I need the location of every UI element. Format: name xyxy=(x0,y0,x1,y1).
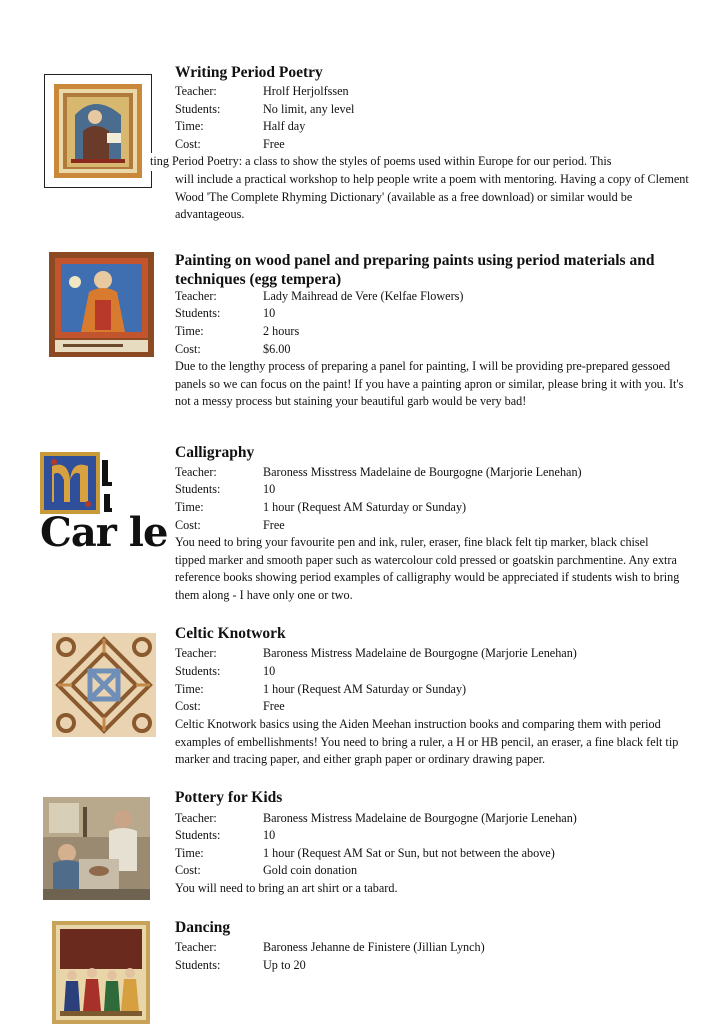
time-row xyxy=(175,681,466,699)
cost-label: Cost: xyxy=(175,518,201,532)
class-title: Pottery for Kids xyxy=(175,789,283,806)
cost-value: Free xyxy=(263,518,285,532)
class-title: Writing Period Poetry xyxy=(175,64,323,81)
time-value: 1 hour (Request AM Saturday or Sunday) xyxy=(263,682,467,696)
time-label: Time: xyxy=(175,119,204,133)
students-label: Students: xyxy=(175,482,221,496)
cost-row xyxy=(175,517,285,535)
time-row xyxy=(175,499,466,517)
pottery-photo-image xyxy=(43,797,150,900)
teacher-value: Baroness Mistress Madelaine de Bourgogne (Marjorie Lenehan) xyxy=(263,646,577,660)
teacher-value: Baroness Misstress Madelaine de Bourgogne (Marjorie Lenehan) xyxy=(263,465,582,479)
students-value: Up to 20 xyxy=(263,958,306,972)
time-label: Time: xyxy=(175,324,204,338)
cost-label: Cost: xyxy=(175,342,201,356)
cost-label: Cost: xyxy=(175,863,201,877)
class-description: You will need to bring an art shirt or a tabard. xyxy=(175,881,398,895)
teacher-row xyxy=(175,645,577,663)
class-description: will include a practical workshop to help people write a poem with mentoring. Having a copy of Clement Wood 'The Complete Rhyming Dictionary' (available as a free download) or similar would be advantageous. xyxy=(175,172,689,222)
teacher-label: Teacher: xyxy=(175,84,217,98)
teacher-row xyxy=(175,288,463,306)
students-row xyxy=(175,663,275,681)
class-description: Celtic Knotwork basics using the Aiden Meehan instruction books and comparing them with period examples of embellishments! You need to bring a ruler, a H or HB pencil, an eraser, a fine black felt tip marker and tracing paper, and either graph paper or ordinary drawing paper. xyxy=(175,717,679,767)
students-value: No limit, any level xyxy=(263,102,355,116)
students-label: Students: xyxy=(175,664,221,678)
time-value: Half day xyxy=(263,119,306,133)
students-value: 10 xyxy=(263,306,276,320)
students-label: Students: xyxy=(175,828,221,842)
students-value: 10 xyxy=(263,828,276,842)
time-label: Time: xyxy=(175,500,204,514)
students-row xyxy=(175,481,275,499)
time-row xyxy=(175,118,305,136)
class-title: Dancing xyxy=(175,919,231,936)
time-value: 2 hours xyxy=(263,324,300,338)
teacher-label: Teacher: xyxy=(175,465,217,479)
teacher-value: Baroness Jehanne de Finistere (Jillian Lynch) xyxy=(263,940,485,954)
teacher-value: Lady Maihread de Vere (Kelfae Flowers) xyxy=(263,289,464,303)
students-value: 10 xyxy=(263,482,276,496)
cost-row xyxy=(175,698,285,716)
medieval-dancers-image xyxy=(52,921,150,1024)
teacher-row xyxy=(175,83,349,101)
class-description: You need to bring your favourite pen and ink, ruler, eraser, fine black felt tip marker, black chisel tipped marker and smooth paper such as watercolour cold pressed or goatskin parchmentine. Any extra reference books showing period examples of calligraphy would be appreciated if students wish to bring them along - I have only one or two. xyxy=(175,535,680,602)
teacher-label: Teacher: xyxy=(175,289,217,303)
teacher-label: Teacher: xyxy=(175,811,217,825)
calligraphy-sample-text: Car le xyxy=(40,509,168,556)
students-label: Students: xyxy=(175,958,221,972)
students-row xyxy=(175,305,275,323)
calligraphy-image xyxy=(40,452,174,558)
class-title: Painting on wood panel and preparing paints using period materials and techniques (egg tempera) xyxy=(175,252,655,288)
cost-label: Cost: xyxy=(175,137,201,151)
panel-painting-image xyxy=(49,252,154,357)
students-label: Students: xyxy=(175,102,221,116)
students-value: 10 xyxy=(263,664,276,678)
teacher-value: Hrolf Herjolfssen xyxy=(263,84,349,98)
cost-row xyxy=(175,136,285,154)
students-row xyxy=(175,101,354,119)
cost-value: Free xyxy=(263,699,285,713)
teacher-label: Teacher: xyxy=(175,646,217,660)
teacher-row xyxy=(175,464,582,482)
students-row xyxy=(175,827,275,845)
description-first-line: ting Period Poetry: a class to show the styles of poems used within Europe for our period. This xyxy=(150,153,611,171)
cost-value: $6.00 xyxy=(263,342,291,356)
teacher-row xyxy=(175,810,577,828)
teacher-value: Baroness Mistress Madelaine de Bourgogne (Marjorie Lenehan) xyxy=(263,811,577,825)
time-row xyxy=(175,845,555,863)
cost-label: Cost: xyxy=(175,699,201,713)
cost-value: Gold coin donation xyxy=(263,863,358,877)
class-description: Due to the lengthy process of preparing a panel for painting, I will be providing pre-prepared gessoed panels so we can focus on the paint! If you have a painting apron or similar, please bring it with you. It's not a messy process but staining your beautiful garb would be very bad! xyxy=(175,359,684,409)
celtic-knot-image xyxy=(52,633,156,737)
time-label: Time: xyxy=(175,846,204,860)
cost-value: Free xyxy=(263,137,285,151)
teacher-row xyxy=(175,939,485,957)
teacher-label: Teacher: xyxy=(175,940,217,954)
time-value: 1 hour (Request AM Saturday or Sunday) xyxy=(263,500,467,514)
monk-scribe-image xyxy=(44,74,152,188)
cost-row xyxy=(175,341,290,359)
class-title: Celtic Knotwork xyxy=(175,625,286,642)
time-value: 1 hour (Request AM Sat or Sun, but not between the above) xyxy=(263,846,555,860)
students-row xyxy=(175,957,306,975)
time-row xyxy=(175,323,299,341)
cost-row xyxy=(175,862,357,880)
time-label: Time: xyxy=(175,682,204,696)
class-title: Calligraphy xyxy=(175,444,255,461)
students-label: Students: xyxy=(175,306,221,320)
